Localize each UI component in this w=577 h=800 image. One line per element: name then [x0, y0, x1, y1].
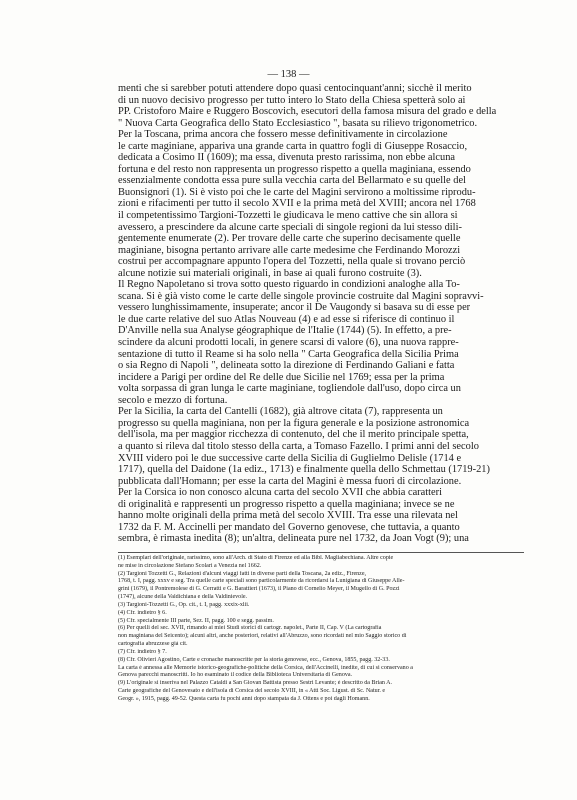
body-line: alcune notizie sui materiali originali, in base ai quali furono costruite (3). — [118, 267, 422, 279]
footnote-line: Carte geografiche del Genovesato e dell'isola di Corsica del secolo XVIII, in « Atti Soc. Ligust. di Sc. Natur. e — [118, 688, 386, 695]
footnotes — [118, 555, 524, 704]
body-line: 1732 da F. M. Accinelli per mandato del Governo genovese, che tuttavia, a quanto — [118, 521, 460, 533]
body-line: pubblicata dall'Homann; per esse la carta del Magini è messa fuori di circolazione. — [118, 475, 462, 487]
body-line: dedicata a Cosimo II (1609); ma essa, divenuta presto rarissima, non ebbe alcuna — [118, 152, 456, 164]
page-number: — 138 — — [267, 69, 310, 80]
body-line: Buonsignori (1). Si è visto poi che le carte del Magini servirono a moltissime riprodu- — [118, 186, 476, 198]
footnote-line: (1) Esemplari dell'originale, rarissimo, sono all'Arch. di Stato di Firenze ed alla Bibl. Magliabechiana. Altre copie — [118, 555, 394, 561]
body-line: o sia Regno di Napoli ", delineata sotto la direzione di Ferdinando Galiani e fatta — [118, 360, 455, 372]
body-line: incidere a Parigi per ordine del Re delle due Sicilie nel 1769; essa per la prima — [118, 371, 445, 383]
footnote-separator — [118, 552, 524, 553]
body-line: di un nuovo decisivo progresso per tutto intero lo Stato della Chiesa spetterà solo ai — [118, 94, 466, 106]
footnote-line: 1768, t. I, pagg. xxxv e seg. Tra quelle carte speciali sono particolarmente da ricordarsi la Lunigiana di Giuseppe Alle- — [118, 578, 405, 585]
footnote-line: Genova parecchi manoscritti. Io ho esaminato il codice della Biblioteca Universitaria di Genova. — [118, 672, 353, 679]
body-line: avessero, a prescindere da alcune carte speciali di singole regioni da lui stesso dili- — [118, 221, 462, 233]
body-line: zioni e rifacimenti per tutto il secolo XVII e la prima metà del XVIII; ancora nel 1768 — [118, 198, 476, 210]
body-line: vessero lunghissimamente, insuperate; ancor il De Vaugondy si basava su di esse per — [118, 302, 471, 314]
footnote-line: (4) Cfr. indietro § 6. — [118, 609, 167, 616]
body-line: gentemente enumerate (2). Per trovare delle carte che superino decisamente quelle — [118, 233, 461, 245]
body-line: Per la Toscana, prima ancora che fossero messe definitivamente in circolazione — [118, 129, 448, 141]
footnote-line: Geogr. », 1915, pagg. 49-52. Questa carta fu pochi anni dopo stampata da J. Ottens e poi dagli Homann. — [118, 695, 370, 702]
body-line: maginiane, bisogna pertanto arrivare alle carte medesime che Ferdinando Morozzi — [118, 244, 461, 256]
body-line: le due carte relative del suo Atlas Nouveau (4) e ad esse si riferisce di continuo il — [118, 313, 455, 325]
body-line: scana. Si è già visto come le carte delle singole provincie costruite dal Magini sopravvi- — [118, 290, 484, 302]
footnote-line: (8) Cfr. Olivieri Agostino, Carte e cronache manoscritte per la storia genovese, ecc., Genova, 1855, pagg. 32-33. — [118, 656, 390, 663]
body-line: a quanto si rileva dal titolo stesso della carta, a Tomaso Fazello. I primi anni del secolo — [118, 440, 479, 452]
body-line: Per la Sicilia, la carta del Cantelli (1682), già altrove citata (7), rappresenta un — [118, 406, 443, 418]
body-line: Il Regno Napoletano si trova sotto questo riguardo in condizioni analoghe alla To- — [118, 279, 460, 291]
body-line: hanno molte originali della prima metà del secolo XVIII. Tra esse una rilevata nel — [118, 510, 458, 522]
footnote-line: (7) Cfr. indietro § 7. — [118, 648, 167, 655]
footnote-line: La carta è annessa alle Memorie istorico-geografiche-politiche della Corsica, dell'Accinelli, inedite, di cui si conservano a — [118, 664, 413, 671]
body-line: sentazione di tutto il Reame si ha solo nella " Carta Geografica della Sicilia Prima — [118, 348, 459, 360]
footnote-line: ne mise in circolazione Stefano Scolari a Venezia nel 1662. — [118, 562, 262, 569]
footnote-line: (6) Per quelli del sec. XVII, rimando ai miei Studi storici di cartogr. napolet., Parte II, Cap. V (La cartografia — [118, 625, 382, 632]
footnote-line: (9) L'originale si inseriva nel Palazzo Cataldi a San Giovan Battista presso Sestri Levante; è descritto da Brian A. — [118, 680, 392, 687]
body-line: XVIII videro poi le due successive carte della Sicilia di Guglielmo Delisle (1714 e — [118, 452, 462, 464]
body-line: " Nuova Carta Geografica dello Stato Ecclesiastico ", basata su rilievo trigonometrico. — [118, 117, 478, 129]
body-line: PP. Cristoforo Maire e Ruggero Boscovich, esecutori della famosa misura del grado e della — [118, 106, 497, 118]
footnote-line: non maginiana del Seicento); alcuni altri, anche posteriori, relativi all'Abruzzo, sono ricordati nel mio Saggio storico di — [118, 633, 407, 640]
footnote-line: grini (1679), il Pontremolese di G. Cerratti e G. Barattieri (1673), il Piano di Cornelio Meyer, il Mugello di G. Pozzi — [118, 586, 400, 593]
footnote-line: (5) Cfr. specialmente III parte, Sez. II, pagg. 100 e segg. passim. — [118, 617, 274, 624]
body-line: le carte maginiane, appariva una grande carta in quattro fogli di Giuseppe Rosaccio, — [118, 140, 468, 152]
body-line: secolo e mezzo di fortuna. — [118, 394, 228, 406]
body-line: volta sorpassa di gran lunga le carte maginiane, togliendole dall'uso, dopo circa un — [118, 383, 461, 395]
body-line: di originalità e rappresenti un progresso rispetto a quella maginiana; invece se ne — [118, 498, 455, 510]
body-line: dell'isola, ma per maggior ricchezza di contenuto, del che il merito principale spetta, — [118, 429, 469, 441]
body-line: essenzialmente condotta essa pure sulla vecchia carta del Bellarmato e su quelle del — [118, 175, 466, 187]
footnote-line: (2) Targioni Tozzetti G., Relazioni d'alcuni viaggi fatti in diverse parti della Toscana, 2a ediz., Firenze, — [118, 570, 367, 577]
body-line: Per la Corsica io non conosco alcuna carta del secolo XVII che abbia caratteri — [118, 487, 442, 499]
body-line: menti che si sarebber potuti attendere dopo quasi centocinquant'anni; sicchè il merito — [118, 83, 472, 94]
body-line: sembra, è rimasta inedita (8); un'altra, delineata pure nel 1732, da Joan Vogt (9); una — [118, 533, 469, 545]
body-text — [118, 83, 524, 545]
footnote-line: cartografia abruzzese già cit. — [118, 641, 188, 648]
body-line: scindere da alcuni prodotti locali, in genere scarsi di valore (6), una nuova rappre- — [118, 337, 459, 349]
body-line: fortuna e del resto non rappresenta un progresso rispetto a quella maginiana, essendo — [118, 163, 471, 175]
body-line: il competentissimo Targioni-Tozzetti le giudicava le meno cattive che sin allora si — [118, 210, 458, 222]
body-line: costruì per accompagnare appunto l'opera del Tozzetti, nella quale si trovano perciò — [118, 256, 466, 268]
body-line: D'Anville nella sua Analyse géographique de l'Italie (1744) (5). In effetto, a pre- — [118, 325, 452, 337]
body-line: progresso su quella maginiana, non per la figura generale e la posizione astronomica — [118, 417, 470, 429]
footnote-line: (3) Targioni-Tozzetti G., Op. cit., t. I, pagg. xxxix-xlii. — [118, 601, 250, 608]
body-line: 1717), quella del Daidone (1a ediz., 1713) e finalmente quella dello Schmettau (1719-21) — [118, 464, 490, 476]
footnote-line: (1747), alcune della Valdichiana e della Valdinievole. — [118, 594, 248, 601]
